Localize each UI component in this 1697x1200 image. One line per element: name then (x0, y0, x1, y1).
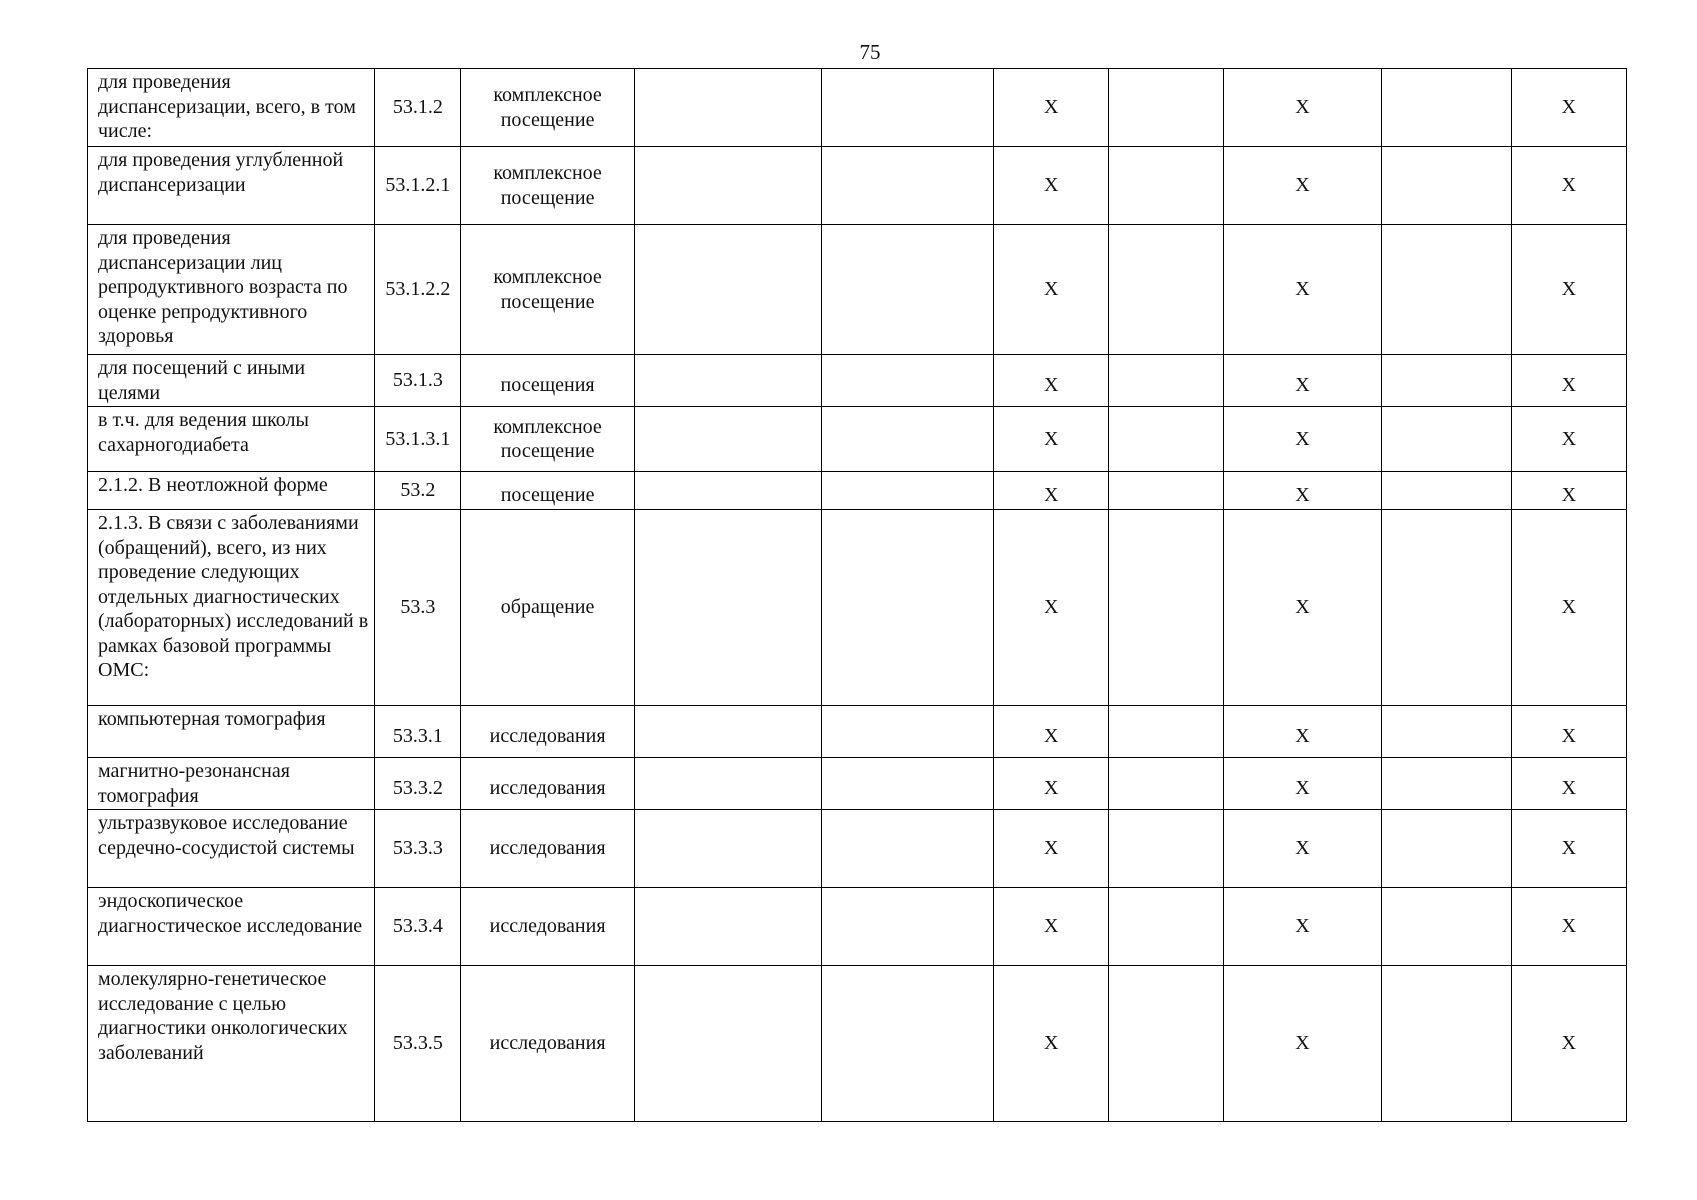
x-mark: X (994, 810, 1109, 888)
row-name: для посещений с иными целями (88, 355, 375, 407)
empty-cell (634, 355, 821, 407)
row-unit: исследования (461, 810, 634, 888)
empty-cell (1381, 966, 1511, 1122)
row-code: 53.3.1 (375, 706, 461, 758)
table-row (88, 355, 1627, 407)
empty-cell (634, 888, 821, 966)
row-name: 2.1.3. В связи с заболеваниями (обращений), всего, из них проведение следующих отдельных диагностических (лабораторных) исследований в рамках базовой программы ОМС: (88, 510, 375, 706)
row-unit: исследования (461, 758, 634, 810)
empty-cell (821, 810, 993, 888)
empty-cell (1381, 147, 1511, 225)
empty-cell (1381, 758, 1511, 810)
empty-cell (1381, 225, 1511, 355)
x-mark: X (994, 706, 1109, 758)
empty-cell (634, 407, 821, 472)
table-row (88, 510, 1627, 706)
x-mark: X (1511, 407, 1626, 472)
row-name: для проведения углубленной диспансеризации (88, 147, 375, 225)
empty-cell (1381, 69, 1511, 147)
x-mark: X (1511, 147, 1626, 225)
empty-cell (821, 225, 993, 355)
table-row (88, 966, 1627, 1122)
x-mark: X (1224, 810, 1381, 888)
row-code: 53.1.3 (375, 355, 461, 407)
row-unit: исследования (461, 706, 634, 758)
x-mark: X (994, 147, 1109, 225)
row-code: 53.3.3 (375, 810, 461, 888)
empty-cell (1109, 147, 1224, 225)
empty-cell (634, 706, 821, 758)
empty-cell (1109, 510, 1224, 706)
row-code: 53.3.2 (375, 758, 461, 810)
row-unit: обращение (461, 510, 634, 706)
row-code: 53.1.2.1 (375, 147, 461, 225)
empty-cell (634, 510, 821, 706)
x-mark: X (994, 355, 1109, 407)
empty-cell (1381, 355, 1511, 407)
row-code: 53.3.5 (375, 966, 461, 1122)
x-mark: X (1224, 510, 1381, 706)
table-row (88, 810, 1627, 888)
table-row (88, 706, 1627, 758)
row-unit: комплексное посещение (461, 407, 634, 472)
empty-cell (1109, 888, 1224, 966)
data-table (87, 68, 1627, 1122)
x-mark: X (994, 69, 1109, 147)
empty-cell (1109, 966, 1224, 1122)
empty-cell (821, 966, 993, 1122)
x-mark: X (1511, 888, 1626, 966)
x-mark: X (1511, 706, 1626, 758)
row-name: магнитно-резонансная томография (88, 758, 375, 810)
row-code: 53.3 (375, 510, 461, 706)
empty-cell (634, 966, 821, 1122)
x-mark: X (994, 888, 1109, 966)
empty-cell (1109, 69, 1224, 147)
x-mark: X (1511, 510, 1626, 706)
empty-cell (821, 888, 993, 966)
empty-cell (1381, 888, 1511, 966)
row-code: 53.3.4 (375, 888, 461, 966)
empty-cell (1381, 810, 1511, 888)
row-code: 53.2 (375, 472, 461, 510)
x-mark: X (1224, 225, 1381, 355)
x-mark: X (1224, 407, 1381, 472)
empty-cell (634, 472, 821, 510)
x-mark: X (1224, 966, 1381, 1122)
x-mark: X (1511, 69, 1626, 147)
x-mark: X (994, 407, 1109, 472)
row-name: в т.ч. для ведения школы сахарногодиабета (88, 407, 375, 472)
row-unit: комплексное посещение (461, 225, 634, 355)
empty-cell (1109, 706, 1224, 758)
empty-cell (821, 758, 993, 810)
row-name: молекулярно-генетическое исследование с целью диагностики онкологических заболеваний (88, 966, 375, 1122)
x-mark: X (1511, 758, 1626, 810)
x-mark: X (994, 758, 1109, 810)
row-name: 2.1.2. В неотложной форме (88, 472, 375, 510)
empty-cell (1381, 407, 1511, 472)
empty-cell (634, 225, 821, 355)
empty-cell (1109, 225, 1224, 355)
empty-cell (634, 147, 821, 225)
table-row (88, 758, 1627, 810)
empty-cell (1109, 407, 1224, 472)
row-unit: комплексное посещение (461, 69, 634, 147)
row-name: ультразвуковое исследование сердечно-сосудистой системы (88, 810, 375, 888)
empty-cell (634, 810, 821, 888)
table-row (88, 407, 1627, 472)
empty-cell (1381, 706, 1511, 758)
table-row (88, 472, 1627, 510)
empty-cell (1109, 355, 1224, 407)
table-row (88, 69, 1627, 147)
x-mark: X (1224, 69, 1381, 147)
empty-cell (1381, 472, 1511, 510)
x-mark: X (1511, 225, 1626, 355)
x-mark: X (1224, 888, 1381, 966)
row-unit: посещение (461, 472, 634, 510)
x-mark: X (1511, 966, 1626, 1122)
row-code: 53.1.2.2 (375, 225, 461, 355)
x-mark: X (1511, 472, 1626, 510)
table-row (88, 147, 1627, 225)
empty-cell (821, 147, 993, 225)
row-name: эндоскопическое диагностическое исследование (88, 888, 375, 966)
x-mark: X (994, 472, 1109, 510)
x-mark: X (994, 510, 1109, 706)
x-mark: X (994, 966, 1109, 1122)
row-code: 53.1.2 (375, 69, 461, 147)
x-mark: X (994, 225, 1109, 355)
empty-cell (821, 706, 993, 758)
row-unit: исследования (461, 888, 634, 966)
x-mark: X (1224, 472, 1381, 510)
empty-cell (634, 758, 821, 810)
empty-cell (1381, 510, 1511, 706)
row-unit: посещения (461, 355, 634, 407)
row-unit: комплексное посещение (461, 147, 634, 225)
x-mark: X (1224, 355, 1381, 407)
empty-cell (821, 355, 993, 407)
empty-cell (821, 407, 993, 472)
empty-cell (821, 510, 993, 706)
row-unit: исследования (461, 966, 634, 1122)
page-number: 75 (859, 40, 881, 64)
x-mark: X (1224, 147, 1381, 225)
empty-cell (1109, 472, 1224, 510)
x-mark: X (1511, 810, 1626, 888)
empty-cell (1109, 758, 1224, 810)
row-name: для проведения диспансеризации лиц репродуктивного возраста по оценке репродуктивного здоровья (88, 225, 375, 355)
empty-cell (821, 69, 993, 147)
empty-cell (634, 69, 821, 147)
row-name: компьютерная томография (88, 706, 375, 758)
x-mark: X (1224, 706, 1381, 758)
row-name: для проведения диспансеризации, всего, в том числе: (88, 69, 375, 147)
row-code: 53.1.3.1 (375, 407, 461, 472)
x-mark: X (1511, 355, 1626, 407)
table-row (88, 225, 1627, 355)
empty-cell (1109, 810, 1224, 888)
table-row (88, 888, 1627, 966)
x-mark: X (1224, 758, 1381, 810)
empty-cell (821, 472, 993, 510)
